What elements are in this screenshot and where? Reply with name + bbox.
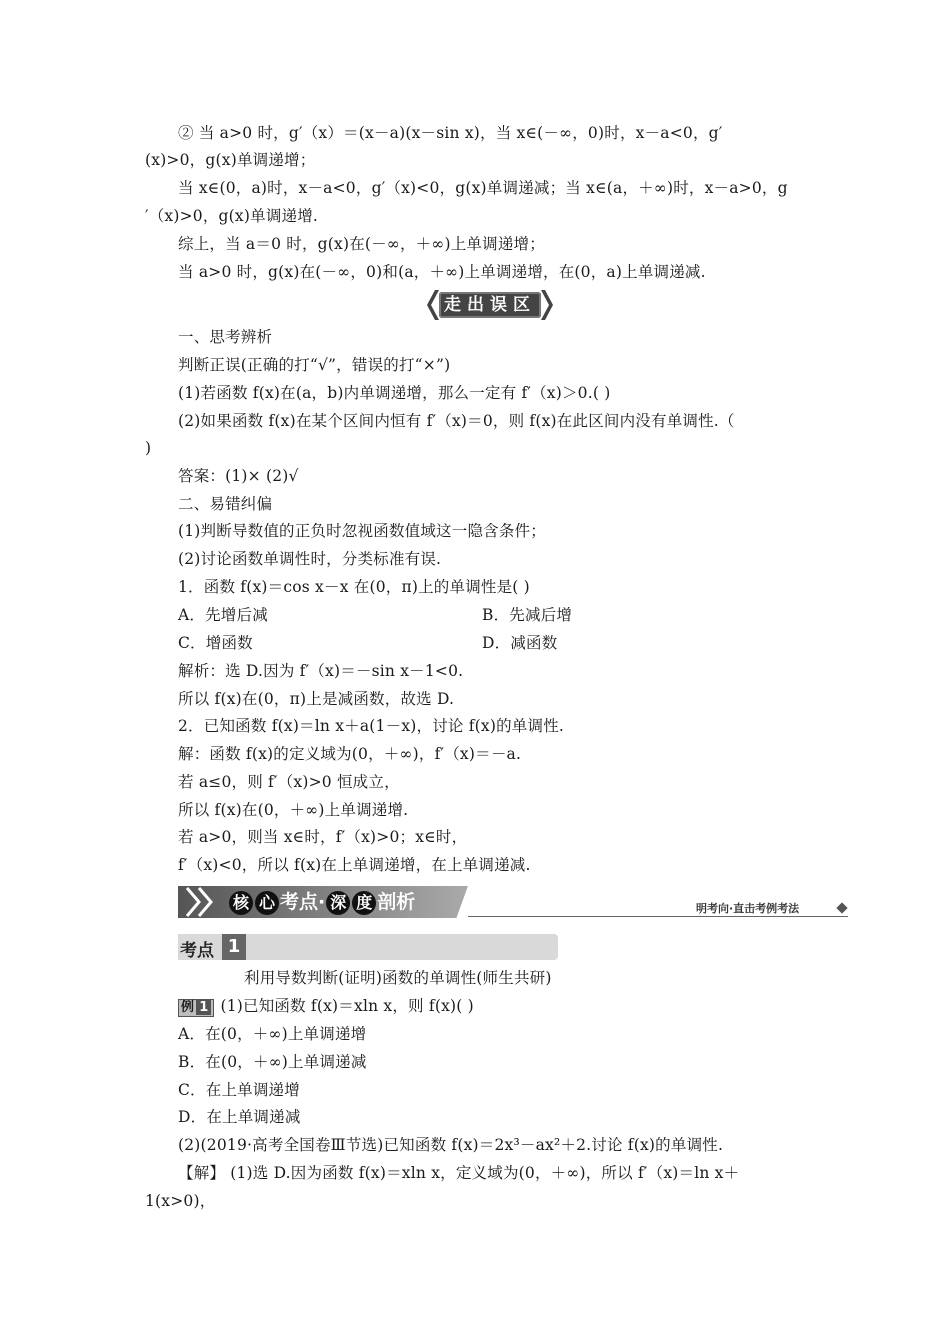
banner-left-chevron-icon bbox=[425, 290, 439, 320]
text-line: 当 x∈(0，a)时，x－a<0，g′（x)<0，g(x)单调递减；当 x∈(a，＋∞)时，x－a>0，g bbox=[178, 179, 788, 197]
kaodian-label: 考点 bbox=[180, 941, 214, 961]
text-line: 解析：选 D.因为 f′（x)＝－sin x－1<0. bbox=[178, 662, 464, 680]
text-line: f′（x)<0，所以 f(x)在上单调递增，在上单调递减. bbox=[178, 856, 531, 874]
option-c: C．增函数 bbox=[178, 634, 253, 652]
text-line: (1)判断导数值的正负时忽视函数值域这一隐含条件； bbox=[178, 522, 546, 540]
text-line: (2)讨论函数单调性时，分类标准有误. bbox=[178, 550, 442, 568]
text-line: 综上，当 a＝0 时，g(x)在(－∞，＋∞)上单调递增； bbox=[178, 235, 545, 253]
text-line: 所以 f(x)在(0，π)上是减函数，故选 D. bbox=[178, 690, 455, 708]
solution-line: 1(x>0)， bbox=[145, 1192, 216, 1210]
option-b: B．先减后增 bbox=[482, 606, 573, 624]
text-line: 解：函数 f(x)的定义域为(0，＋∞)，f′（x)＝－a. bbox=[178, 745, 522, 763]
text-line: ) bbox=[145, 439, 152, 457]
question-line: (1)若函数 f(x)在(a，b)内单调递增，那么一定有 f′（x)＞0.( ) bbox=[178, 384, 611, 402]
subheading: 二、易错纠偏 bbox=[178, 495, 273, 513]
section-header-rule bbox=[468, 916, 848, 917]
option-c: C．在上单调递增 bbox=[178, 1081, 300, 1099]
option-b: B．在(0，＋∞)上单调递减 bbox=[178, 1053, 367, 1071]
question-line: 1．函数 f(x)＝cos x－x 在(0，π)上的单调性是( ) bbox=[178, 578, 530, 596]
text-line: 当 a>0 时，g(x)在(－∞，0)和(a，＋∞)上单调递增，在(0，a)上单调递减. bbox=[178, 263, 706, 281]
banner-right-chevron-icon bbox=[541, 290, 555, 320]
text-line: 若 a≤0，则 f′（x)>0 恒成立， bbox=[178, 773, 400, 791]
option-a: A．先增后减 bbox=[178, 606, 268, 624]
question-line: 2．已知函数 f(x)＝ln x＋a(1－x)，讨论 f(x)的单调性. bbox=[178, 717, 565, 735]
option-d: D．在上单调递减 bbox=[178, 1108, 301, 1126]
double-chevron-icon bbox=[183, 886, 223, 918]
example-line: 例 1 (1)已知函数 f(x)＝xln x，则 f(x)( ) bbox=[178, 996, 474, 1017]
kaodian-number: 1 bbox=[222, 934, 246, 960]
example-tag: 例 1 bbox=[178, 999, 214, 1017]
section-header-title: 核 心 考点· 深 度 剖析 bbox=[228, 888, 415, 916]
question-line: (2)(2019·高考全国卷Ⅲ节选)已知函数 f(x)＝2x³－ax²＋2.讨论 f(x)的单调性. bbox=[178, 1136, 724, 1154]
text-line: ② 当 a>0 时，g′（x）＝(x－a)(x－sin x)，当 x∈(－∞，0)时，x－a<0，g′ bbox=[178, 124, 723, 142]
subheading: 一、思考辨析 bbox=[178, 328, 273, 346]
text-line: 判断正误(正确的打“√”，错误的打“×”) bbox=[178, 356, 451, 374]
text-line: 若 a>0，则当 x∈时，f′（x)>0；x∈时， bbox=[178, 828, 468, 846]
option-d: D．减函数 bbox=[482, 634, 558, 652]
kaodian-title: 利用导数判断(证明)函数的单调性(师生共研) bbox=[244, 969, 552, 987]
option-a: A．在(0，＋∞)上单调递增 bbox=[178, 1025, 367, 1043]
solution-line: 【解】 (1)选 D.因为函数 f(x)＝xln x，定义域为(0，＋∞)，所以 f′（x)＝ln x＋ bbox=[178, 1164, 740, 1182]
section-banner-zouchuwuqu bbox=[425, 290, 555, 320]
diamond-icon bbox=[836, 902, 847, 913]
section-header-subtitle: 明考向·直击考例考法 bbox=[696, 902, 800, 915]
text-line: ′（x)>0，g(x)单调递增. bbox=[145, 207, 319, 225]
text-line: 所以 f(x)在(0，＋∞)上单调递增. bbox=[178, 801, 409, 819]
banner-title: 走出误区 bbox=[444, 295, 536, 315]
answer-line: 答案：(1)× (2)√ bbox=[178, 467, 299, 485]
text-line: (x)>0，g(x)单调递增； bbox=[145, 151, 316, 169]
question-line: (2)如果函数 f(x)在某个区间内恒有 f′（x)＝0，则 f(x)在此区间内没有单调性.（ bbox=[178, 412, 735, 430]
